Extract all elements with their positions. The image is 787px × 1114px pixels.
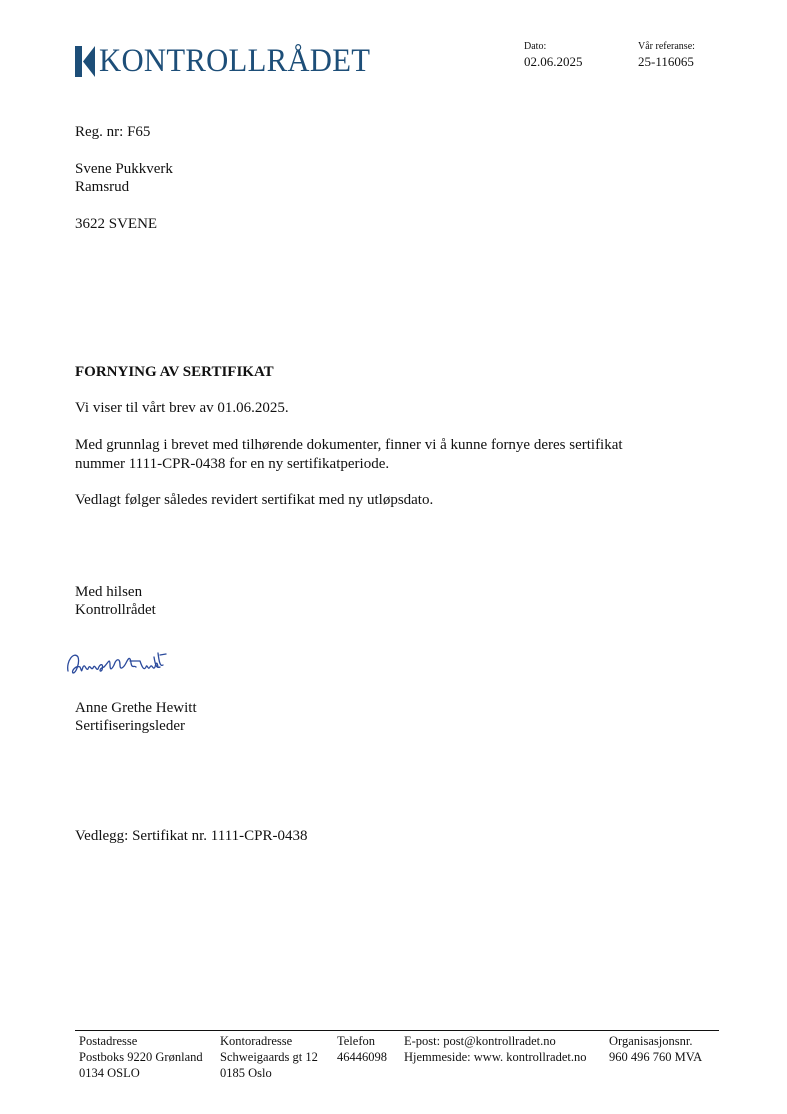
footer-office-label: Kontoradresse <box>220 1034 293 1048</box>
signer-name: Anne Grethe Hewitt <box>75 700 197 716</box>
footer-org-label: Organisasjonsnr. <box>609 1034 693 1048</box>
date-label: Dato: <box>524 41 547 52</box>
registration-number: Reg. nr: F65 <box>75 124 151 140</box>
paragraph-2-line-1: Med grunnlag i brevet med tilhørende dokumenter, finner vi å kunne fornye deres sertifikat <box>75 437 623 453</box>
footer-office-line-2: 0185 Oslo <box>220 1066 272 1080</box>
company-logo <box>75 43 391 79</box>
letter-subject: FORNYING AV SERTIFIKAT <box>75 364 274 380</box>
footer-post-line-2: 0134 OSLO <box>79 1066 140 1080</box>
paragraph-2-line-2: nummer 1111-CPR-0438 for en ny sertifikatperiode. <box>75 456 390 472</box>
handwritten-signature <box>64 643 174 683</box>
footer-divider <box>75 1030 719 1031</box>
footer-contact <box>404 1033 586 1065</box>
footer-phone-label: Telefon <box>337 1034 375 1048</box>
footer-phone-value: 46446098 <box>337 1050 387 1064</box>
recipient-name: Svene Pukkverk <box>75 161 173 177</box>
attachment-note: Vedlegg: Sertifikat nr. 1111-CPR-0438 <box>75 828 308 844</box>
date-value: 02.06.2025 <box>524 54 583 69</box>
footer-post-line-1: Postboks 9220 Grønland <box>79 1050 203 1064</box>
paragraph-1: Vi viser til vårt brev av 01.06.2025. <box>75 400 289 416</box>
closing-greeting: Med hilsen <box>75 584 143 600</box>
footer-phone <box>337 1033 387 1065</box>
recipient-address: Ramsrud <box>75 179 130 195</box>
footer-post-label: Postadresse <box>79 1034 138 1048</box>
footer-postal-address <box>79 1033 203 1081</box>
reference-label: Vår referanse: <box>638 41 695 52</box>
logo-k-mark-icon <box>75 46 95 77</box>
signer-title: Sertifiseringsleder <box>75 718 185 734</box>
paragraph-3: Vedlagt følger således revidert sertifikat med ny utløpsdato. <box>75 492 434 508</box>
footer-org-number <box>609 1033 702 1065</box>
footer-office-line-1: Schweigaards gt 12 <box>220 1050 318 1064</box>
recipient-postal: 3622 SVENE <box>75 216 158 232</box>
footer-org-value: 960 496 760 MVA <box>609 1050 703 1064</box>
logo-text: KONTROLLRÅDET <box>99 43 371 79</box>
footer-office-address <box>220 1033 318 1081</box>
reference-value: 25-116065 <box>638 54 694 69</box>
footer-email: E-post: post@kontrollradet.no <box>404 1034 556 1048</box>
sender-organization: Kontrollrådet <box>75 602 156 618</box>
footer-website: Hjemmeside: www. kontrollradet.no <box>404 1050 587 1064</box>
